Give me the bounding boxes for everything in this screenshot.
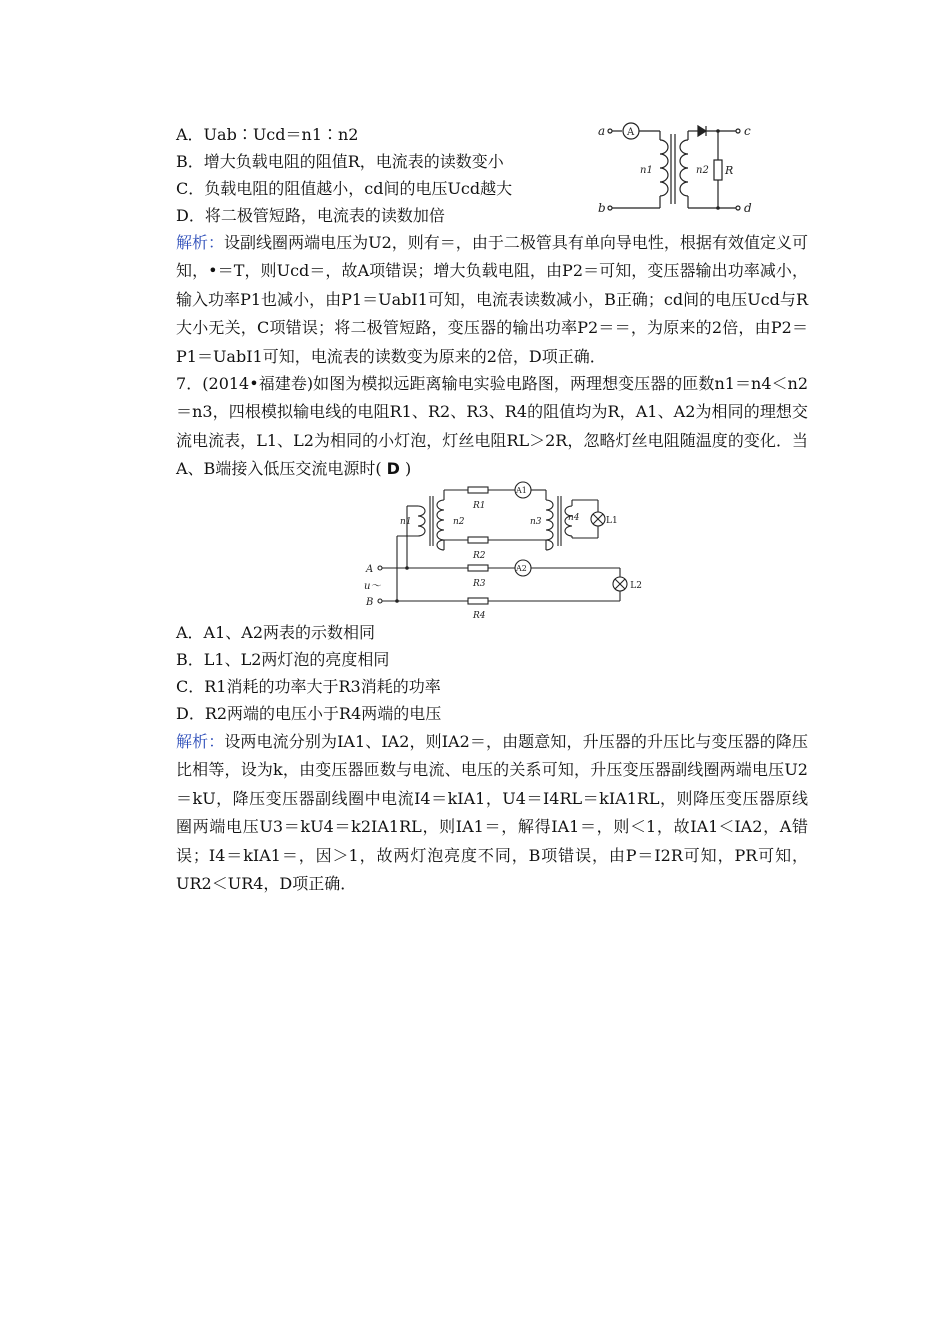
- q6-analysis: [176, 229, 808, 371]
- q7-stem-close: ): [405, 459, 412, 479]
- terminal-a-label: a: [598, 124, 606, 138]
- r2-label: R2: [473, 551, 486, 561]
- n2-label: n2: [453, 517, 465, 527]
- q7-option-b: B．L1、L2两灯泡的亮度相同: [176, 650, 390, 669]
- terminal-d-label: d: [744, 201, 752, 215]
- q6-option-b: B．增大负载电阻的阻值R，电流表的读数变小: [176, 152, 504, 171]
- q7-option-c: C．R1消耗的功率大于R3消耗的功率: [176, 677, 441, 696]
- n1-label: n1: [640, 165, 653, 176]
- terminal-c-label: c: [744, 124, 751, 138]
- n4-label: n4: [568, 513, 580, 523]
- r3-label: R3: [473, 579, 486, 589]
- q6-analysis-text: 设副线圈两端电压为U2，则有＝，由于二极管具有单向导电性，根据有效值定义可知，•＝T，则Ucd＝，故A项错误；增大负载电阻，由P2＝可知，变压器输出功率减小，输入功率P1也减小，由P1＝UabI1可知，电流表读数减小，B正确；cd间的电压Ucd与R大小无关，C项错误；将二极管短路，变压器的输出功率P2＝＝，为原来的2倍，由P2＝P1＝UabI1可知，电流表的读数变为原来的2倍，D项正确．: [176, 233, 808, 366]
- junction-dot: [395, 599, 399, 603]
- l2-label: L2: [630, 581, 642, 591]
- l1-label: L1: [606, 516, 618, 526]
- a2-label: A2: [516, 564, 527, 573]
- q6-option-d: D．将二极管短路，电流表的读数加倍: [176, 206, 445, 225]
- q7-stem: [176, 370, 808, 484]
- source-u-label: u～: [364, 581, 381, 592]
- junction-dot: [405, 566, 409, 570]
- r1-label: R1: [473, 501, 486, 511]
- n3-label: n3: [530, 517, 542, 527]
- q6-circuit-figure: [596, 118, 756, 218]
- terminal-b-label: b: [598, 201, 606, 215]
- junction-dot: [716, 129, 720, 133]
- q7-answer: D: [386, 459, 400, 479]
- q7-circuit-figure: [360, 478, 642, 621]
- q7-option-d: D．R2两端的电压小于R4两端的电压: [176, 704, 442, 723]
- ammeter-label: A: [627, 127, 635, 138]
- terminal-b-label: B: [366, 597, 374, 608]
- resistor-r-label: R: [725, 164, 734, 177]
- q7-stem-text: 7．(2014•福建卷)如图为模拟远距离输电实验电路图，两理想变压器的匝数n1＝n4＜n2＝n3，四根模拟输电线的电阻R1、R2、R3、R4的阻值均为R，A1、A2为相同的理想交流电流表，L1、L2为相同的小灯泡，灯丝电阻RL＞2R，忽略灯丝电阻随温度的变化．当A、B端接入低压交流电源时(: [176, 374, 808, 479]
- q7-analysis-label: 解析：: [176, 732, 225, 751]
- q7-analysis-text: 设两电流分别为IA1、IA2，则IA2＝，由题意知，升压器的升压比与变压器的降压比相等，设为k，由变压器匝数与电流、电压的关系可知，升压变压器副线圈两端电压U2＝kU，降压变压器副线圈中电流I4＝kIA1，U4＝I4RL＝kIA1RL，则降压变压器原线圈两端电压U3＝kU4＝k2IA1RL，则IA1＝，解得IA1＝，则＜1，故IA1＜IA2，A错误；I4＝kIA1＝，因＞1，故两灯泡亮度不同，B项错误，由P＝I2R可知，PR可知，UR2＜UR4，D项正确．: [176, 732, 808, 894]
- n2-label: n2: [696, 165, 709, 176]
- terminal-a-label: A: [366, 564, 374, 575]
- q7-option-a: A．A1、A2两表的示数相同: [176, 623, 376, 642]
- q6-option-c: C．负载电阻的阻值越小，cd间的电压Ucd越大: [176, 179, 513, 198]
- q7-analysis: [176, 728, 808, 898]
- a1-label: A1: [516, 486, 527, 495]
- r4-label: R4: [473, 611, 486, 621]
- junction-dot: [716, 206, 720, 210]
- q6-analysis-label: 解析：: [176, 233, 225, 252]
- q6-option-a: A．Uab∶Ucd＝n1∶n2: [176, 125, 359, 144]
- n1-label: n1: [400, 517, 412, 527]
